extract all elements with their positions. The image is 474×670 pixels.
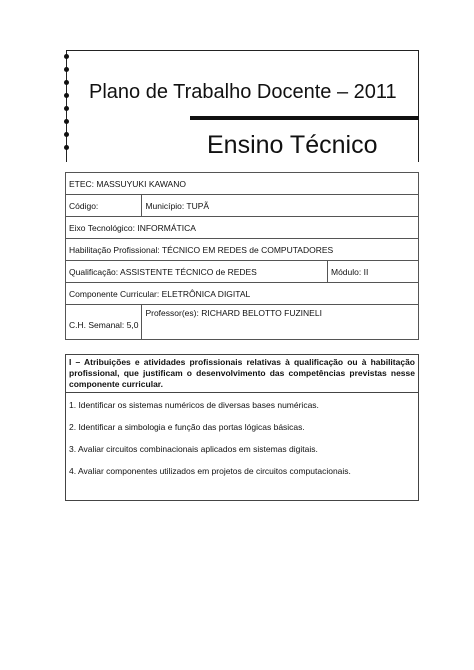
section-heading: I – Atribuições e atividades profissionais relativas à qualificação ou à habilitação profissional, que justificam o desenvolvimento das competências previstas nesse componente curricular.	[66, 355, 418, 393]
competencies-section	[65, 354, 419, 501]
binding-dot	[64, 132, 69, 137]
binding-dot	[64, 54, 69, 59]
qualificacao-cell: Qualificação: ASSISTENTE TÉCNICO de REDES	[66, 261, 328, 283]
binding-dot	[64, 106, 69, 111]
binding-dot	[64, 145, 69, 150]
title-divider	[190, 116, 419, 120]
codigo-cell: Código:	[66, 195, 142, 217]
eixo-cell: Eixo Tecnológico: INFORMÁTICA	[66, 217, 419, 239]
table-row	[66, 261, 419, 283]
habilitacao-cell: Habilitação Profissional: TÉCNICO EM REDES de COMPUTADORES	[66, 239, 419, 261]
table-row	[66, 283, 419, 305]
table-row	[66, 195, 419, 217]
table-row	[66, 305, 419, 340]
document-subtitle: Ensino Técnico	[207, 131, 378, 159]
etec-cell: ETEC: MASSUYUKI KAWANO	[66, 173, 419, 195]
binding-dot	[64, 93, 69, 98]
table-row	[66, 239, 419, 261]
binding-dot	[64, 80, 69, 85]
binding-dot	[64, 67, 69, 72]
ch-semanal-cell: C.H. Semanal: 5,0	[66, 305, 142, 340]
list-item: 4. Avaliar componentes utilizados em projetos de circuitos computacionais.	[69, 466, 351, 476]
table-row	[66, 217, 419, 239]
competencies-list	[66, 393, 418, 485]
binding-dot	[64, 119, 69, 124]
list-item: 3. Avaliar circuitos combinacionais aplicados em sistemas digitais.	[69, 444, 318, 454]
table-row	[66, 173, 419, 195]
info-table	[65, 172, 419, 340]
list-item: 2. Identificar a simbologia e função das portas lógicas básicas.	[69, 422, 305, 432]
municipio-cell: Município: TUPÃ	[142, 195, 419, 217]
document-title: Plano de Trabalho Docente – 2011	[89, 81, 397, 103]
modulo-cell: Módulo: II	[328, 261, 419, 283]
professor-cell: Professor(es): RICHARD BELOTTO FUZINELI	[142, 305, 419, 340]
binding-dots	[63, 54, 71, 154]
list-item: 1. Identificar os sistemas numéricos de diversas bases numéricas.	[69, 400, 319, 410]
componente-cell: Componente Curricular: ELETRÔNICA DIGITAL	[66, 283, 419, 305]
